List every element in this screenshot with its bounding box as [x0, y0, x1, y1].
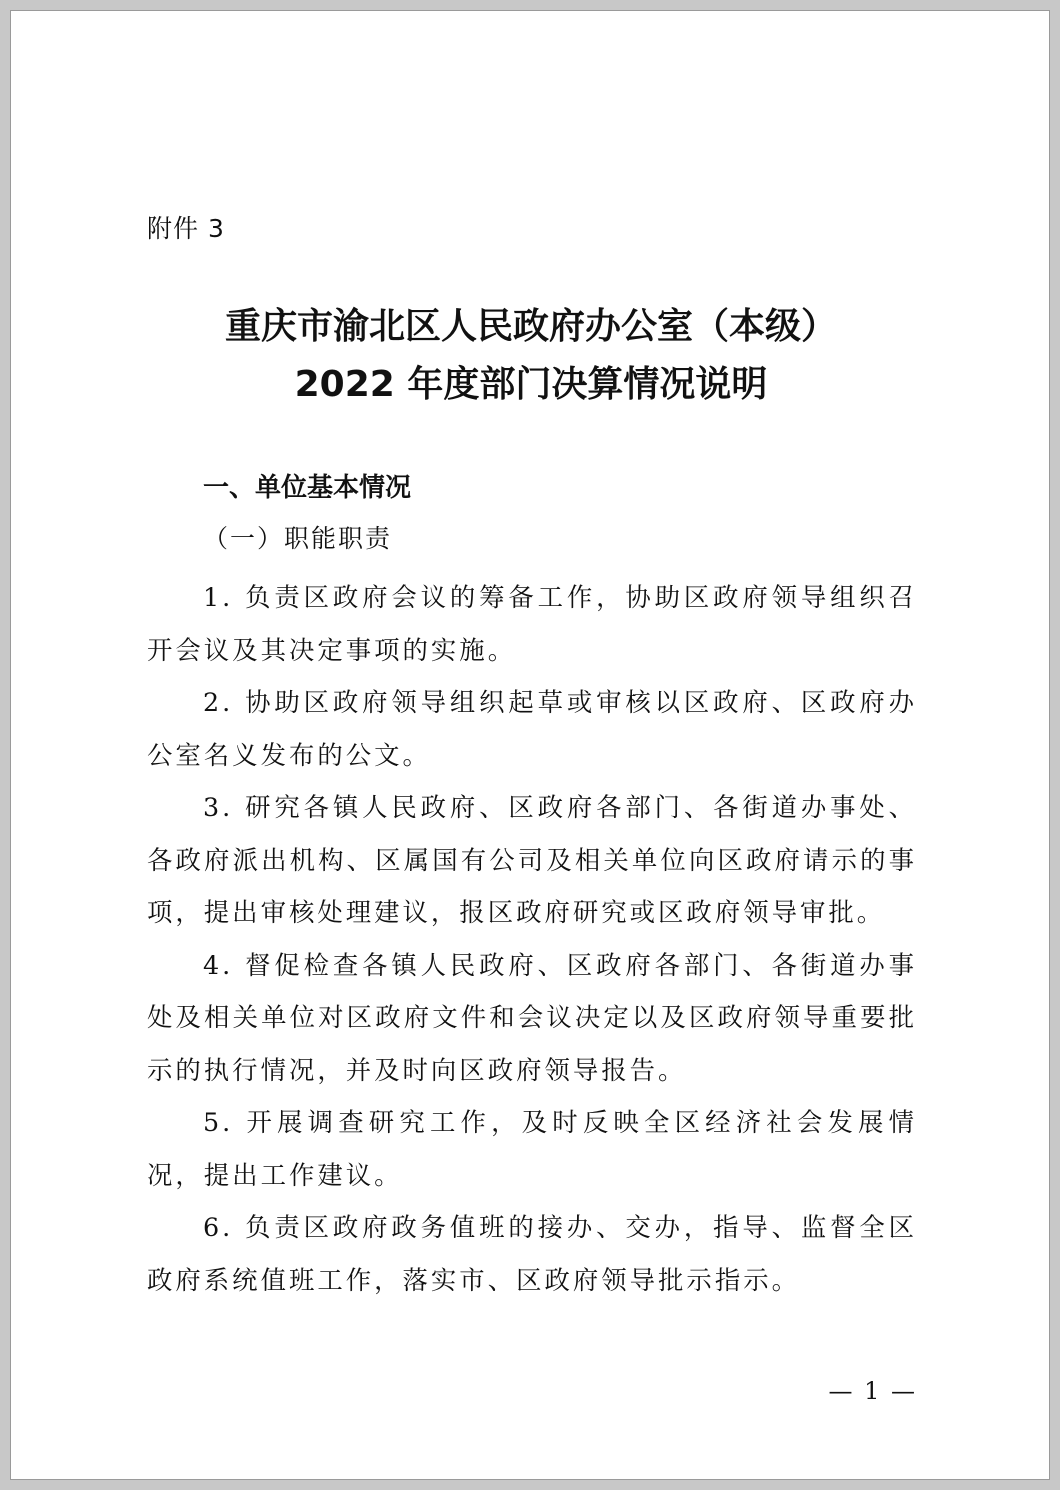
page-number: — 1 — [828, 1377, 917, 1405]
attachment-label: 附件 3 [147, 214, 225, 243]
document-page [10, 10, 1050, 1480]
document-title-line-1: 重庆市渝北区人民政府办公室（本级） [224, 306, 837, 347]
paragraph-1: 1. 负责区政府会议的筹备工作，协助区政府领导组织召开会议及其决定事项的实施。 [147, 582, 917, 665]
paragraph-5: 5. 开展调查研究工作，及时反映全区经济社会发展情况，提出工作建议。 [147, 1107, 917, 1190]
paragraph-2: 2. 协助区政府领导组织起草或审核以区政府、区政府办公室名义发布的公文。 [147, 687, 917, 770]
paragraph-6: 6. 负责区政府政务值班的接办、交办，指导、监督全区政府系统值班工作，落实市、区政府领导批示指示。 [147, 1212, 917, 1295]
paragraph-3: 3. 研究各镇人民政府、区政府各部门、各街道办事处、各政府派出机构、区属国有公司及相关单位向区政府请示的事项，提出审核处理建议，报区政府研究或区政府领导审批。 [147, 792, 917, 927]
subsection-heading: （一）职能职责 [203, 524, 393, 553]
paragraph-4: 4. 督促检查各镇人民政府、区政府各部门、各街道办事处及相关单位对区政府文件和会议决定以及区政府领导重要批示的执行情况，并及时向区政府领导报告。 [147, 949, 917, 1085]
section-heading: 一、单位基本情况 [203, 473, 412, 503]
body-text [147, 571, 917, 1306]
document-title-line-2: 2022 年度部门决算情况说明 [294, 364, 768, 405]
